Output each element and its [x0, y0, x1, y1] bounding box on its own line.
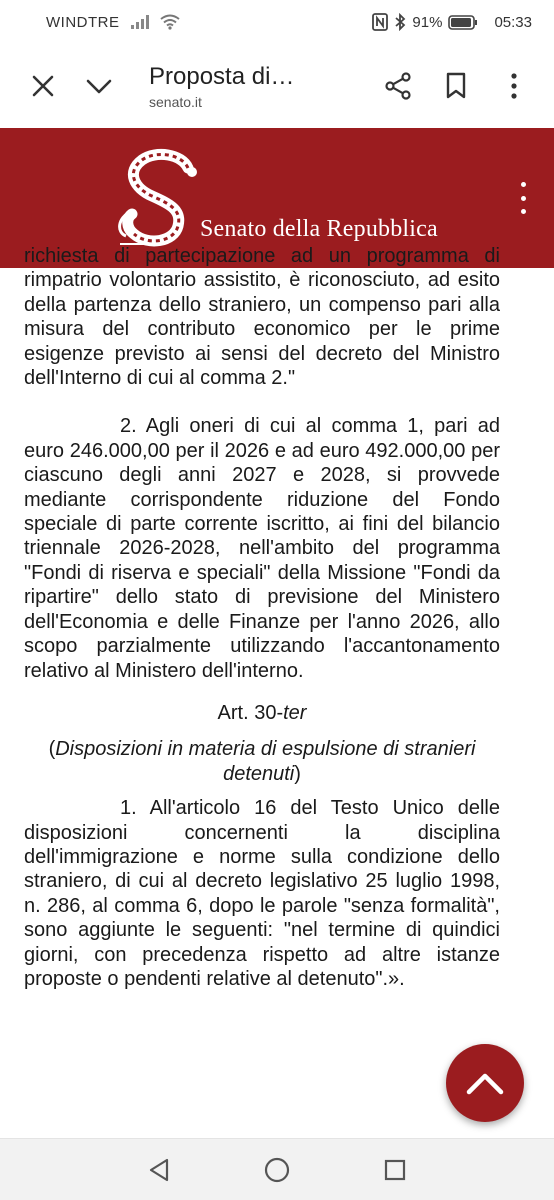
battery-percent: 91%: [412, 13, 443, 31]
browser-toolbar: [0, 44, 554, 128]
scroll-to-top-button[interactable]: [446, 1044, 524, 1122]
share-icon: [383, 71, 413, 101]
menu-dot: [521, 196, 526, 201]
page-url: senato.it: [149, 94, 202, 110]
senate-logo-icon[interactable]: [112, 148, 212, 252]
status-bar: [0, 0, 554, 44]
chevron-down-icon: [85, 76, 113, 96]
back-triangle-icon: [147, 1157, 171, 1183]
home-circle-icon: [263, 1156, 291, 1184]
close-icon: [30, 73, 56, 99]
site-name[interactable]: Senato della Repubblica: [200, 216, 438, 242]
back-button[interactable]: [139, 1150, 179, 1190]
recents-square-icon: [383, 1158, 407, 1182]
close-button[interactable]: [15, 58, 71, 114]
nfc-icon: [372, 13, 388, 31]
bluetooth-icon: [394, 13, 406, 31]
more-vert-icon: [510, 72, 518, 100]
paragraph: 1. All'articolo 16 del Testo Unico delle disposizioni concernenti la disciplina dell'immigrazione e norme sulla condizione dello straniero, di cui al decreto legislativo 25 luglio 1998, n. 286, al comma 6, dopo le parole "senza formalità", sono aggiunte le seguenti: "nel termine di quindici giorni, con precedenza rispetto ad altre istanze proposte o pendenti relative al detenuto".».: [24, 797, 500, 990]
chevron-up-icon: [465, 1070, 505, 1096]
more-options-button[interactable]: [486, 58, 542, 114]
page-title-area[interactable]: [149, 62, 370, 110]
wifi-icon: [160, 14, 180, 30]
signal-icon: [130, 14, 150, 30]
paragraph: richiesta di partecipazione ad un programma di rimpatrio volontario assistito, è riconosciuto, ad esito della partenza dello straniero, un compenso pari alla misura del contributo economico per le prime esigenze previsto ai sensi del decreto del Ministro dell'Interno di cui al comma 2.": [24, 245, 500, 390]
menu-dot: [521, 209, 526, 214]
recents-button[interactable]: [375, 1150, 415, 1190]
document-body: [24, 244, 500, 991]
navigation-bar: [0, 1138, 554, 1200]
bookmark-icon: [445, 72, 467, 100]
paren-close: ): [294, 762, 301, 785]
bookmark-button[interactable]: [428, 58, 484, 114]
header-menu-button[interactable]: [512, 178, 534, 218]
article-heading: [24, 701, 500, 725]
minimize-button[interactable]: [71, 58, 127, 114]
carrier-name: WINDTRE: [46, 13, 120, 31]
menu-dot: [521, 182, 526, 187]
battery-icon: [448, 15, 478, 30]
clock: 05:33: [494, 13, 532, 31]
share-button[interactable]: [370, 58, 426, 114]
article-subtitle: [24, 737, 500, 786]
article-subtitle-text: Disposizioni in materia di espulsione di stranieri detenuti: [55, 738, 476, 785]
paragraph: 2. Agli oneri di cui al comma 1, pari ad euro 246.000,00 per il 2026 e ad euro 492.000,00 per ciascuno degli anni 2027 e 2028, si provvede mediante corrispondente riduzione del Fondo speciale di parte corrente iscritto, ai fini del bilancio triennale 2026-2028, nell'ambito del programma "Fondi di riserva e speciali" della Missione "Fondi da ripartire" dello stato di previsione del Ministero dell'Economia e delle Finanze per l'anno 2026, allo scopo parzialmente utilizzando l'accantonamento relativo al Ministero dell'interno.: [24, 415, 500, 682]
article-number: Art. 30-: [217, 701, 284, 724]
article-suffix: ter: [283, 701, 307, 724]
paren-open: (: [48, 738, 56, 761]
home-button[interactable]: [257, 1150, 297, 1190]
page-title: Proposta di…: [149, 63, 295, 90]
